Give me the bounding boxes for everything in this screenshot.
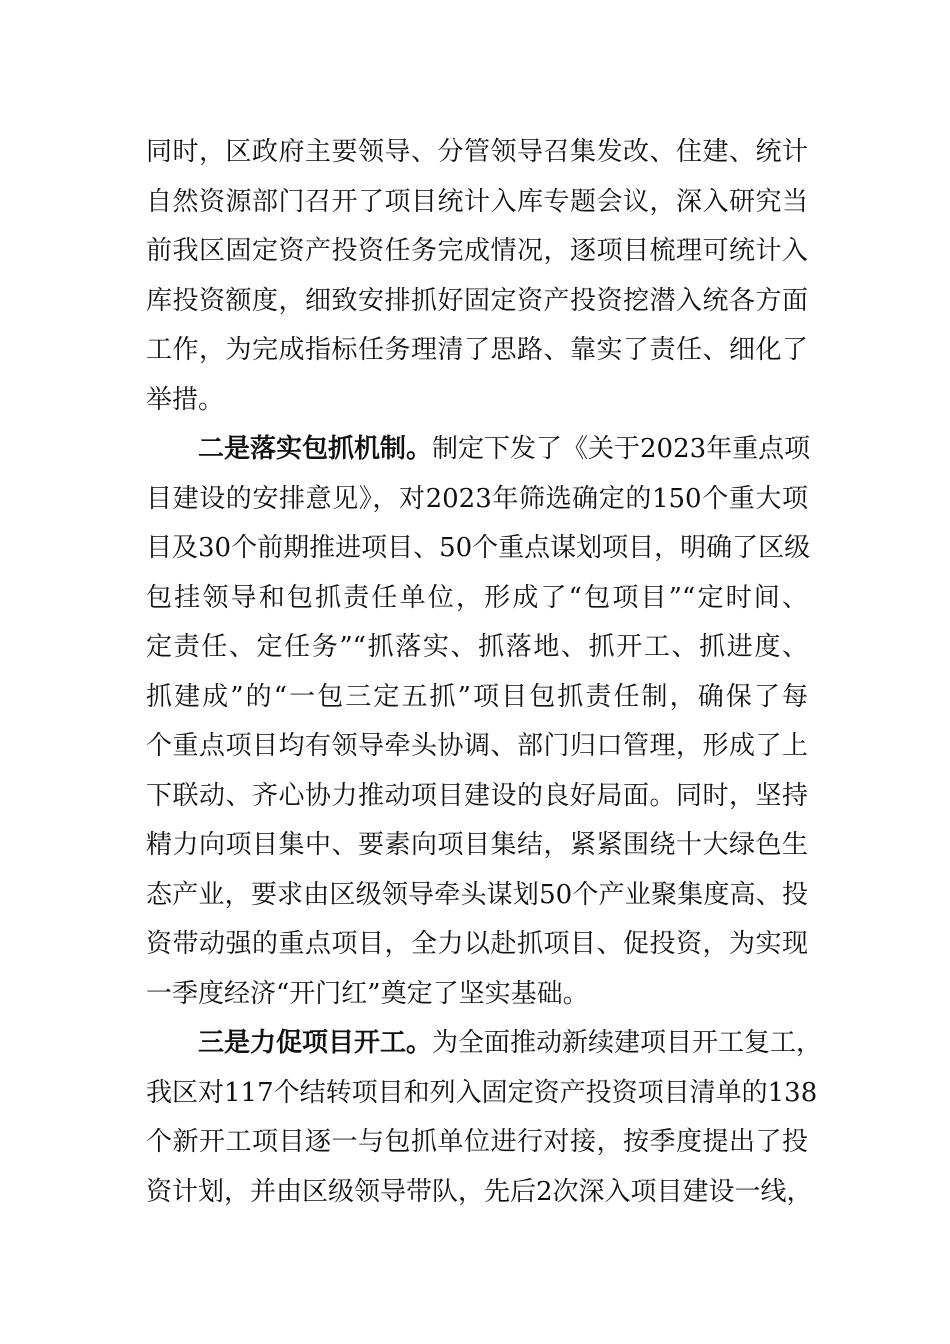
paragraph-2 <box>146 425 811 1019</box>
paragraph-3 <box>146 1019 823 1217</box>
paragraph-1 <box>146 128 808 425</box>
document-body <box>146 128 823 1217</box>
text-line: 包挂领导和包抓责任单位，形成了“包项目”“定时间、 <box>146 582 808 613</box>
text-line: 前我区固定资产投资任务完成情况，逐项目梳理可统计入 <box>146 236 808 266</box>
text-line: 下联动、齐心协力推动项目建设的良好局面。同时，坚持 <box>146 780 808 811</box>
text-line: 精力向项目集中、要素向项目集结，紧紧围绕十大绿色生 <box>146 830 808 860</box>
text-line: 一季度经济“开门红”奠定了坚实基础。 <box>146 978 589 1009</box>
text-line: 抓建成”的“一包三定五抓”项目包抓责任制，确保了每 <box>146 681 808 712</box>
text-line: 目及30个前期推进项目、50个重点谋划项目，明确了区级 <box>146 533 811 563</box>
text-line: 同时，区政府主要领导、分管领导召集发改、住建、统计 <box>146 137 808 167</box>
text-line: 目建设的安排意见》，对2023年筛选确定的150个重大项 <box>146 483 808 514</box>
text-line: 我区对117个结转项目和列入固定资产投资项目清单的138 <box>146 1077 818 1108</box>
paragraph-first-line <box>146 425 811 475</box>
paragraph-first-line <box>146 1019 823 1069</box>
text-line: 资带动强的重点项目，全力以赴抓项目、促投资，为实现 <box>146 929 808 959</box>
text-line: 库投资额度，细致安排抓好固定资产投资挖潜入统各方面 <box>146 285 808 316</box>
text-line: 个重点项目均有领导牵头协调、部门归口管理，形成了上 <box>146 731 808 761</box>
text-run: 制定下发了《关于2023年重点项 <box>432 434 811 464</box>
text-line: 个新开工项目逐一与包抓单位进行对接，按季度提出了投 <box>146 1127 808 1157</box>
text-line: 资计划，并由区级领导带队，先后2次深入项目建设一线， <box>146 1176 813 1207</box>
text-line: 自然资源部门召开了项目统计入库专题会议，深入研究当 <box>146 186 808 217</box>
text-line: 工作，为完成指标任务理清了思路、靠实了责任、细化了 <box>146 335 808 365</box>
paragraph-heading: 二是落实包抓机制。 <box>198 434 433 464</box>
text-run: 为全面推动新续建项目开工复工， <box>432 1028 823 1058</box>
text-line: 态产业，要求由区级领导牵头谋划50个产业聚集度高、投 <box>146 879 808 910</box>
text-line: 定责任、定任务”“抓落实、抓落地、抓开工、抓进度、 <box>146 632 808 662</box>
text-line: 举措。 <box>146 384 225 415</box>
paragraph-heading: 三是力促项目开工。 <box>198 1028 433 1058</box>
